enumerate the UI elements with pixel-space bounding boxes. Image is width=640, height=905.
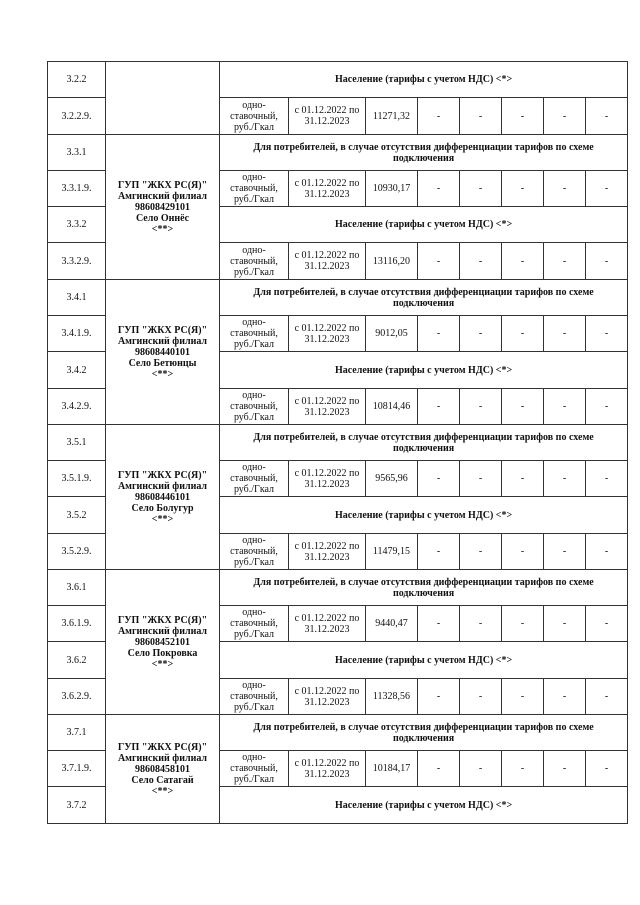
organization-cell	[106, 62, 220, 135]
organization-line: ГУП "ЖКХ РС(Я)"	[117, 741, 208, 753]
empty-cell: -	[544, 679, 586, 715]
tariff-type: одно-ставочный, руб./Гкал	[220, 461, 289, 497]
tariff-table-body	[48, 62, 628, 824]
organization-line: ГУП "ЖКХ РС(Я)"	[117, 324, 208, 336]
tariff-value: 9440,47	[366, 606, 418, 642]
organization-cell	[106, 570, 220, 715]
empty-cell: -	[544, 751, 586, 787]
empty-cell: -	[502, 243, 544, 280]
section-header-row	[48, 570, 628, 606]
validity-period: с 01.12.2022 по 31.12.2023	[289, 606, 366, 642]
tariff-value: 10814,46	[366, 389, 418, 425]
validity-period: с 01.12.2022 по 31.12.2023	[289, 316, 366, 352]
row-number: 3.6.1	[48, 570, 106, 606]
tariff-type: одно-ставочный, руб./Гкал	[220, 606, 289, 642]
section-header: Население (тарифы с учетом НДС) <*>	[220, 787, 628, 824]
empty-cell: -	[460, 679, 502, 715]
empty-cell: -	[418, 316, 460, 352]
tariff-type: одно-ставочный, руб./Гкал	[220, 316, 289, 352]
empty-cell: -	[502, 389, 544, 425]
empty-cell: -	[502, 534, 544, 570]
validity-period: с 01.12.2022 по 31.12.2023	[289, 98, 366, 135]
empty-cell: -	[502, 171, 544, 207]
empty-cell: -	[418, 751, 460, 787]
tariff-table	[47, 61, 628, 824]
row-number: 3.7.1.9.	[48, 751, 106, 787]
tariff-value: 11271,32	[366, 98, 418, 135]
empty-cell: -	[502, 98, 544, 135]
empty-cell: -	[544, 171, 586, 207]
row-number: 3.4.1.9.	[48, 316, 106, 352]
organization-line: Село Оннёс	[135, 212, 190, 224]
empty-cell: -	[418, 389, 460, 425]
empty-cell: -	[418, 171, 460, 207]
organization-line: Село Сатагай	[131, 774, 194, 786]
empty-cell: -	[460, 461, 502, 497]
tariff-type: одно-ставочный, руб./Гкал	[220, 243, 289, 280]
section-header-row	[48, 425, 628, 461]
organization-cell	[106, 425, 220, 570]
validity-period: с 01.12.2022 по 31.12.2023	[289, 389, 366, 425]
empty-cell: -	[586, 751, 628, 787]
empty-cell: -	[460, 389, 502, 425]
section-header: Для потребителей, в случае отсутствия дифференциации тарифов по схеме подключения	[220, 715, 628, 751]
row-number: 3.5.2	[48, 497, 106, 534]
section-header: Население (тарифы с учетом НДС) <*>	[220, 352, 628, 389]
empty-cell: -	[586, 171, 628, 207]
empty-cell: -	[544, 243, 586, 280]
empty-cell: -	[586, 461, 628, 497]
empty-cell: -	[460, 534, 502, 570]
tariff-value: 9565,96	[366, 461, 418, 497]
tariff-type: одно-ставочный, руб./Гкал	[220, 171, 289, 207]
tariff-value: 13116,20	[366, 243, 418, 280]
row-number: 3.6.2	[48, 642, 106, 679]
tariff-type: одно-ставочный, руб./Гкал	[220, 679, 289, 715]
organization-line: 98608446101	[135, 491, 190, 503]
tariff-type: одно-ставочный, руб./Гкал	[220, 534, 289, 570]
empty-cell: -	[418, 534, 460, 570]
empty-cell: -	[586, 606, 628, 642]
section-header-row	[48, 280, 628, 316]
row-number: 3.3.2.9.	[48, 243, 106, 280]
empty-cell: -	[418, 679, 460, 715]
section-header: Население (тарифы с учетом НДС) <*>	[220, 497, 628, 534]
section-header: Для потребителей, в случае отсутствия дифференциации тарифов по схеме подключения	[220, 570, 628, 606]
empty-cell: -	[544, 389, 586, 425]
section-header: Для потребителей, в случае отсутствия дифференциации тарифов по схеме подключения	[220, 135, 628, 171]
row-number: 3.3.1.9.	[48, 171, 106, 207]
empty-cell: -	[460, 171, 502, 207]
section-header-row	[48, 62, 628, 98]
organization-line: Амгинский филиал	[117, 480, 208, 492]
organization-cell	[106, 280, 220, 425]
organization-line: <**>	[151, 368, 174, 380]
row-number: 3.5.2.9.	[48, 534, 106, 570]
empty-cell: -	[460, 98, 502, 135]
organization-line: <**>	[151, 658, 174, 670]
tariff-type: одно-ставочный, руб./Гкал	[220, 751, 289, 787]
empty-cell: -	[460, 316, 502, 352]
organization-line: Амгинский филиал	[117, 625, 208, 637]
row-number: 3.3.2	[48, 207, 106, 243]
empty-cell: -	[502, 461, 544, 497]
row-number: 3.6.2.9.	[48, 679, 106, 715]
row-number: 3.4.1	[48, 280, 106, 316]
tariff-type: одно-ставочный, руб./Гкал	[220, 389, 289, 425]
row-number: 3.3.1	[48, 135, 106, 171]
empty-cell: -	[460, 606, 502, 642]
validity-period: с 01.12.2022 по 31.12.2023	[289, 171, 366, 207]
validity-period: с 01.12.2022 по 31.12.2023	[289, 679, 366, 715]
organization-line: 98608440101	[135, 346, 190, 358]
organization-line: <**>	[151, 223, 174, 235]
empty-cell: -	[502, 679, 544, 715]
organization-line: ГУП "ЖКХ РС(Я)"	[117, 179, 208, 191]
empty-cell: -	[502, 751, 544, 787]
organization-line: 98608458101	[135, 763, 190, 775]
section-header: Для потребителей, в случае отсутствия дифференциации тарифов по схеме подключения	[220, 280, 628, 316]
section-header: Для потребителей, в случае отсутствия дифференциации тарифов по схеме подключения	[220, 425, 628, 461]
organization-line: <**>	[151, 513, 174, 525]
section-header: Население (тарифы с учетом НДС) <*>	[220, 207, 628, 243]
organization-line: ГУП "ЖКХ РС(Я)"	[117, 469, 208, 481]
empty-cell: -	[544, 98, 586, 135]
empty-cell: -	[586, 679, 628, 715]
tariff-value: 9012,05	[366, 316, 418, 352]
organization-line: <**>	[151, 785, 174, 797]
row-number: 3.7.2	[48, 787, 106, 824]
row-number: 3.4.2	[48, 352, 106, 389]
empty-cell: -	[586, 243, 628, 280]
validity-period: с 01.12.2022 по 31.12.2023	[289, 243, 366, 280]
empty-cell: -	[586, 534, 628, 570]
row-number: 3.7.1	[48, 715, 106, 751]
empty-cell: -	[586, 316, 628, 352]
empty-cell: -	[586, 98, 628, 135]
empty-cell: -	[418, 98, 460, 135]
empty-cell: -	[460, 751, 502, 787]
section-header: Население (тарифы с учетом НДС) <*>	[220, 62, 628, 98]
empty-cell: -	[544, 316, 586, 352]
tariff-value: 11479,15	[366, 534, 418, 570]
empty-cell: -	[586, 389, 628, 425]
organization-line: Село Бетюнцы	[128, 357, 197, 369]
section-header: Население (тарифы с учетом НДС) <*>	[220, 642, 628, 679]
empty-cell: -	[544, 461, 586, 497]
tariff-type: одно-ставочный, руб./Гкал	[220, 98, 289, 135]
organization-cell	[106, 135, 220, 280]
organization-line: Село Болугур	[131, 502, 194, 514]
organization-line: Амгинский филиал	[117, 752, 208, 764]
organization-line: ГУП "ЖКХ РС(Я)"	[117, 614, 208, 626]
organization-line: Амгинский филиал	[117, 335, 208, 347]
row-number: 3.5.1	[48, 425, 106, 461]
tariff-value: 11328,56	[366, 679, 418, 715]
empty-cell: -	[418, 461, 460, 497]
validity-period: с 01.12.2022 по 31.12.2023	[289, 461, 366, 497]
organization-cell	[106, 715, 220, 824]
organization-line: Амгинский филиал	[117, 190, 208, 202]
empty-cell: -	[418, 606, 460, 642]
empty-cell: -	[502, 606, 544, 642]
empty-cell: -	[544, 606, 586, 642]
empty-cell: -	[460, 243, 502, 280]
validity-period: с 01.12.2022 по 31.12.2023	[289, 534, 366, 570]
section-header-row	[48, 715, 628, 751]
tariff-value: 10930,17	[366, 171, 418, 207]
tariff-value: 10184,17	[366, 751, 418, 787]
empty-cell: -	[418, 243, 460, 280]
organization-line: 98608452101	[135, 636, 190, 648]
row-number: 3.4.2.9.	[48, 389, 106, 425]
row-number: 3.5.1.9.	[48, 461, 106, 497]
section-header-row	[48, 135, 628, 171]
row-number: 3.2.2	[48, 62, 106, 98]
empty-cell: -	[502, 316, 544, 352]
organization-line: Село Покровка	[127, 647, 198, 659]
validity-period: с 01.12.2022 по 31.12.2023	[289, 751, 366, 787]
empty-cell: -	[544, 534, 586, 570]
row-number: 3.6.1.9.	[48, 606, 106, 642]
row-number: 3.2.2.9.	[48, 98, 106, 135]
organization-line: 98608429101	[135, 201, 190, 213]
